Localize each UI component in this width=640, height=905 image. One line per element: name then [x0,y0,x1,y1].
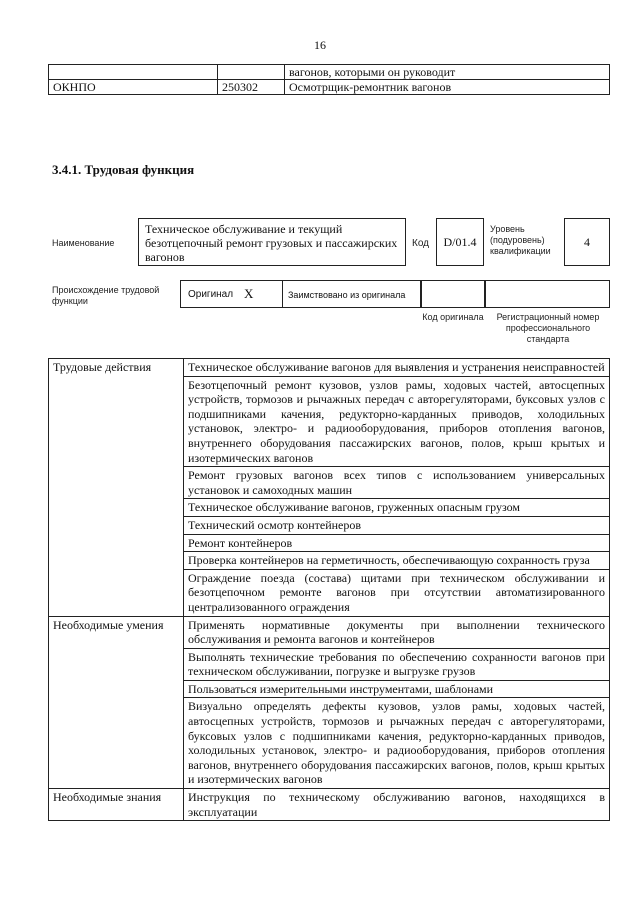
list-item: Ремонт контейнеров [184,534,610,552]
table-cell [49,65,218,80]
list-item: Технический осмотр контейнеров [184,516,610,534]
category-cell: Необходимые умения [49,616,184,789]
reg-number-caption: Регистрационный номер профессионального стандарта [496,312,600,344]
list-item: Применять нормативные документы при выполнении технического обслуживания и ремонта вагонов и контейнеров [184,616,610,648]
origin-label: Происхождение трудовой функции [52,285,160,306]
main-table [48,358,610,821]
section-title: 3.4.1. Трудовая функция [52,162,195,177]
list-item: Пользоваться измерительными инструментами, шаблонами [184,680,610,698]
name-label: Наименование [52,238,115,248]
table-cell: 250302 [218,80,285,95]
borrowed-label: Заимствовано из оригинала [288,290,406,300]
table-cell: Осмотрщик-ремонтник вагонов [285,80,610,95]
level-label: Уровень (подуровень) квалификации [490,224,551,256]
list-item: Техническое обслуживание вагонов, груженных опасным грузом [184,499,610,517]
list-item: Ремонт грузовых вагонов всех типов с использованием универсальных установок и самоходных машин [184,467,610,499]
reg-number-box [484,280,610,308]
category-cell: Трудовые действия [49,359,184,617]
table-row [49,80,610,95]
original-label: Оригинал [188,289,234,300]
page-number: 16 [314,38,326,52]
code-original-box [420,280,486,308]
list-item: Визуально определять дефекты кузовов, узлов рамы, ходовых частей, автосцепных устройств, тормозов и рычажных передач с авторегуляторами, буксовых узлов с подшипниками качения, редукторно-карданных приводов, холодильных установок, электро- и радиооборудования, приборов отопления вагонов, внутреннего оборудования пассажирских вагонов, полов, крыш крытых и изотермических вагонов [184,698,610,789]
list-item: Инструкция по техническому обслуживанию вагонов, находящихся в эксплуатации [184,789,610,821]
list-item: Проверка контейнеров на герметичность, обеспечивающую сохранность груза [184,552,610,570]
list-item: Выполнять технические требования по обеспечению сохранности вагонов при техническом обслуживании, погрузке и выгрузке грузов [184,648,610,680]
level-value-box: 4 [564,218,610,266]
table-cell [218,65,285,80]
code-label: Код [412,238,430,249]
code-value-box: D/01.4 [436,218,484,266]
function-name-box: Техническое обслуживание и текущий безотцепочный ремонт грузовых и пассажирских вагонов [138,218,406,266]
list-item: Ограждение поезда (состава) щитами при техническом обслуживании и безотцепочном ремонте вагонов при отсутствии автоматизированного централизованного ограждения [184,569,610,616]
list-item: Безотцепочный ремонт кузовов, узлов рамы, ходовых частей, автосцепных устройств, тормозов и рычажных передач с авторегуляторами, буксовых узлов с подшипниками качения, редукторно-карданных приводов, холодильных установок, электро- и радиооборудования, приборов отопления вагонов, внутреннего оборудования пассажирских вагонов, полов, крыш крытых и изотермических вагонов [184,376,610,467]
table-row [49,65,610,80]
code-original-caption: Код оригинала [422,312,484,322]
table-cell: ОКНПО [49,80,218,95]
original-mark: X [244,286,254,301]
list-item: Техническое обслуживание вагонов для выявления и устранения неисправностей [184,359,610,377]
top-table [48,64,610,95]
table-row [49,359,610,377]
category-cell: Необходимые знания [49,789,184,821]
table-row [49,789,610,821]
table-row [49,616,610,648]
table-cell: вагонов, которыми он руководит [285,65,610,80]
